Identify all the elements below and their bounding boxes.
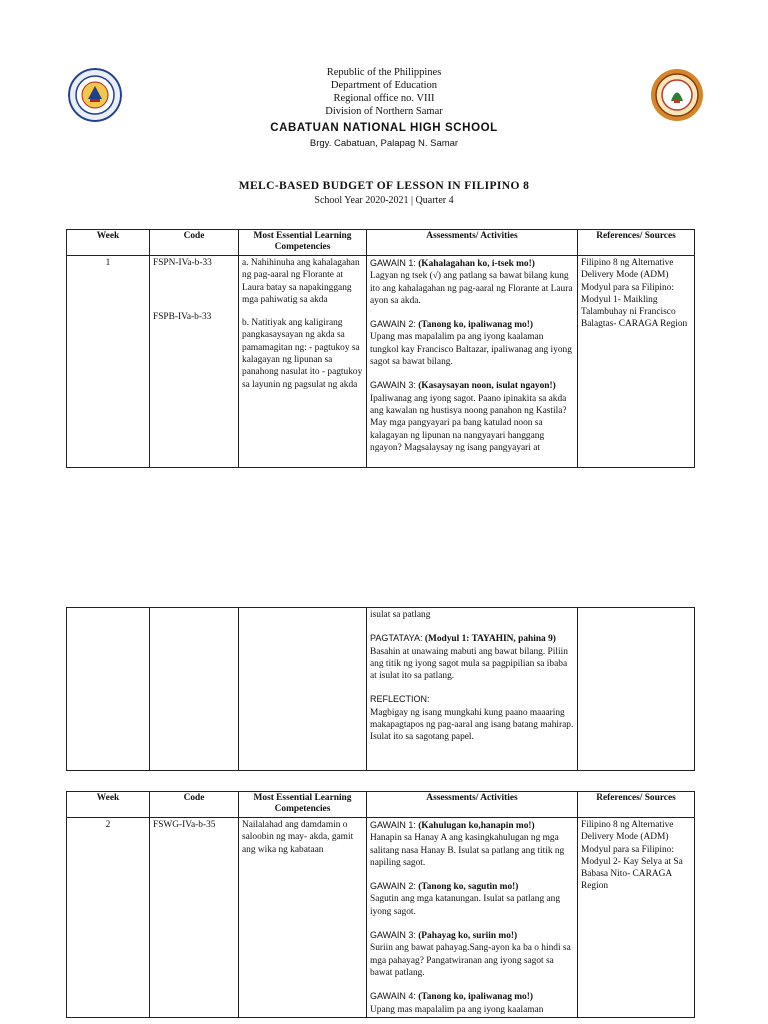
activities-cell <box>367 818 578 1018</box>
code-b: FSPB-IVa-b-33 <box>153 312 212 323</box>
activity-gawain-1: GAWAIN 1: (Kahalagahan ko, i-tsek mo!) Lagyan ng tsek (√) ang patlang sa bawat bilang kung ito ang kahalagahan ng pag-aaral ng Florante at Laura ayon sa akda. <box>370 258 573 306</box>
header-division: Division of Northern Samar <box>325 106 443 117</box>
header-region: Regional office no. VIII <box>333 93 435 104</box>
week-cell <box>67 608 150 771</box>
col-header-code: Code <box>150 230 239 256</box>
activity-gawain-1: GAWAIN 1: (Kahulugan ko,hanapin mo!) Hanapin sa Hanay A ang kasingkahulugan ng mga salitang nasa Hanay B. Isulat sa patlang ang titik ng napiling sagot. <box>370 820 565 868</box>
references-cell <box>578 608 695 771</box>
school-address: Brgy. Cabatuan, Palapag N. Samar <box>309 138 459 149</box>
competencies-cell: Nailalahad ang damdamin o saloobin ng may- akda, gamit ang wika ng kabataan <box>239 818 367 1018</box>
col-header-activities: Assessments/ Activities <box>367 792 578 818</box>
header-republic: Republic of the Philippines <box>326 67 442 78</box>
activity-continuation: isulat sa patlang <box>370 610 431 620</box>
activity-gawain-4: GAWAIN 4: (Tanong ko, ipaliwanag mo!) Upang mas mapalalim pa ang iyong kaalaman <box>370 991 544 1015</box>
code-cell <box>150 608 239 771</box>
week-cell: 1 <box>67 256 150 468</box>
lesson-table-week-2 <box>66 791 695 1018</box>
activities-cell <box>367 608 578 771</box>
school-name: CABATUAN NATIONAL HIGH SCHOOL <box>270 122 498 134</box>
references-cell: Filipino 8 ng Alternative Delivery Mode (ADM) Modyul para sa Filipino: Modyul 2- Kay Selya at Sa Babasa Nito- CARAGA Region <box>578 818 695 1018</box>
competencies-cell <box>239 608 367 771</box>
activity-gawain-3: GAWAIN 3: (Kasaysayan noon, isulat ngayon!) Ipaliwanag ang iyong sagot. Paano ipinakita sa akda ang kawalan ng hustisya noong panahon ng Kastila? May mga pangyayari pa bang katulad noon sa kalagayan ng lipunan na nangyayari hanggang ngayon? Magsalaysay ng isang pangyayari at <box>370 380 567 453</box>
col-header-competencies: Most Essential Learning Competencies <box>239 230 367 256</box>
header-department: Department of Education <box>330 80 438 91</box>
col-header-code: Code <box>150 792 239 818</box>
activity-gawain-3: GAWAIN 3: (Pahayag ko, suriin mo!) Suriin ang bawat pahayag.Sang-ayon ka ba o hindi sa mga pahayag? Pangatwiranan ang iyong sagot sa bawat patlang. <box>370 930 571 978</box>
code-cell <box>150 256 239 468</box>
lesson-table-week-1 <box>66 229 695 468</box>
document-header <box>0 66 768 150</box>
col-header-activities: Assessments/ Activities <box>367 230 578 256</box>
col-header-references: References/ Sources <box>578 792 695 818</box>
activity-gawain-2: GAWAIN 2: (Tanong ko, ipaliwanag mo!) Upang mas mapalalim pa ang iyong kaalaman tungkol kay Francisco Baltazar, ipaliwanag ang iyong sagot sa bawat bilang. <box>370 319 572 368</box>
references-cell: Filipino 8 ng Alternative Delivery Mode (ADM) Modyul para sa Filipino: Modyul 1- Maikling Talambuhay ni Francisco Balagtas- CARAGA Region <box>578 256 695 468</box>
competency-b: b. Natitiyak ang kaligirang pangkasaysayan ng akda sa pamamagitan ng: - pagtukoy sa kalagayan ng lipunan sa panahong nasulat ito - pagtukoy sa layunin ng pagsulat ng akda <box>242 318 363 390</box>
activities-cell <box>367 256 578 468</box>
col-header-week: Week <box>67 792 150 818</box>
competencies-cell <box>239 256 367 468</box>
document-subtitle: School Year 2020-2021 | Quarter 4 <box>314 195 454 206</box>
week-cell: 2 <box>67 818 150 1018</box>
competency-a: a. Nahihinuha ang kahalagahan ng pag-aaral ng Florante at Laura batay sa napakinggang mga pahiwatig sa akda <box>242 258 360 305</box>
activity-gawain-2: GAWAIN 2: (Tanong ko, sagutin mo!) Sagutin ang mga katanungan. Isulat sa patlang ang iyong sagot. <box>370 881 561 917</box>
document-title: MELC-BASED BUDGET OF LESSON IN FILIPINO 8 <box>238 180 530 192</box>
lesson-table-continuation <box>66 607 695 771</box>
code-a: FSPN-IVa-b-33 <box>153 258 212 268</box>
col-header-references: References/ Sources <box>578 230 695 256</box>
activity-pagtataya: PAGTATAYA: (Modyul 1: TAYAHIN, pahina 9) Basahin at unawaing mabuti ang bawat bilang. Piliin ang titik ng iyong sagot mula sa pagpipilian sa ibaba at isulat ito sa patlang. <box>370 633 568 682</box>
col-header-week: Week <box>67 230 150 256</box>
code-cell: FSWG-IVa-b-35 <box>150 818 239 1018</box>
col-header-competencies: Most Essential Learning Competencies <box>239 792 367 818</box>
activity-reflection: REFLECTION: Magbigay ng isang mungkahi kung paano maaaring makapagtapos ng pag-aaral ang isang batang mahirap. Isulat ito sa sagotang papel. <box>370 694 574 743</box>
